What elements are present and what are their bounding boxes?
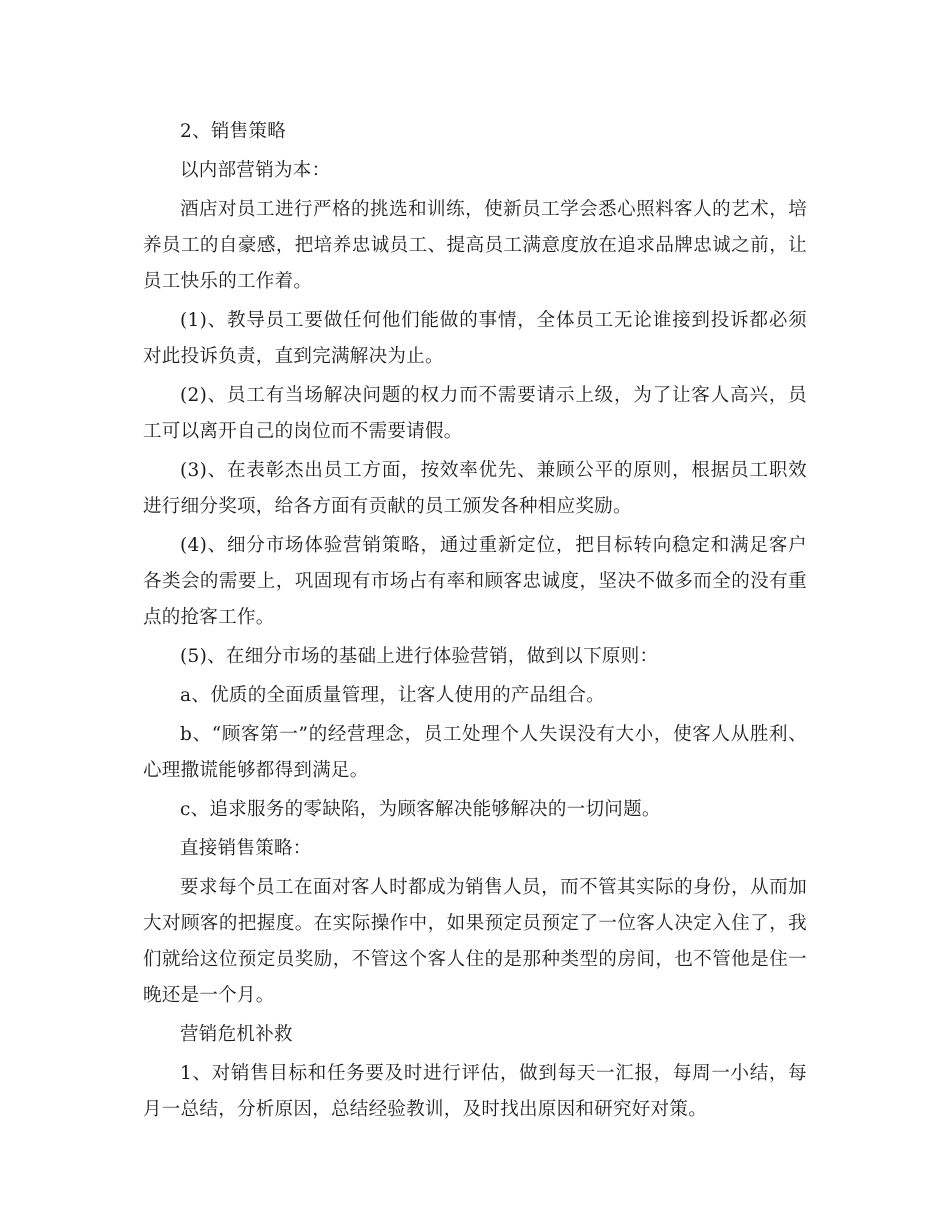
subheading-direct-sales: 直接销售策略： — [180, 838, 312, 859]
subheading-internal-marketing: 以内部营销为本： — [180, 160, 331, 181]
list-item-5: (5)、在细分市场的基础上进行体验营销，做到以下原则： — [180, 646, 659, 667]
paragraph-crisis-remedy-1: 1、对销售目标和任务要及时进行评估，做到每天一汇报，每周一小结，每月一总结，分析原因，总结经验教训，及时找出原因和研究好对策。 — [143, 1063, 807, 1120]
list-item-1: (1)、教导员工要做任何他们能做的事情，全体员工无论谁接到投诉都必须对此投诉负责，直到完满解决为止。 — [143, 310, 807, 367]
document-body — [143, 114, 807, 1131]
section-heading-sales-strategy: 2、销售策略 — [180, 121, 287, 142]
principle-a: a、优质的全面质量管理，让客人使用的产品组合。 — [180, 685, 605, 706]
principle-b: b、“顾客第一”的经营理念，员工处理个人失误没有大小，使客人从胜利、心理撒谎能够都得到满足。 — [143, 724, 807, 781]
paragraph-staff-training: 酒店对员工进行严格的挑选和训练，使新员工学会悉心照料客人的艺术，培养员工的自豪感，把培养忠诚员工、提高员工满意度放在追求品牌忠诚之前，让员工快乐的工作着。 — [143, 199, 807, 292]
subheading-crisis-remedy: 营销危机补救 — [180, 1024, 293, 1045]
list-item-2: (2)、员工有当场解决问题的权力而不需要请示上级，为了让客人高兴，员工可以离开自己的岗位而不需要请假。 — [143, 385, 807, 442]
list-item-3: (3)、在表彰杰出员工方面，按效率优先、兼顾公平的原则，根据员工职效进行细分奖项，给各方面有贡献的员工颁发各种相应奖励。 — [143, 460, 807, 517]
principle-c: c、追求服务的零缺陷，为顾客解决能够解决的一切问题。 — [180, 799, 661, 820]
paragraph-direct-sales: 要求每个员工在面对客人时都成为销售人员，而不管其实际的身份，从而加大对顾客的把握度。在实际操作中，如果预定员预定了一位客人决定入住了，我们就给这位预定员奖励，不管这个客人住的是那种类型的房间，也不管他是住一晚还是一个月。 — [143, 877, 807, 1006]
list-item-4: (4)、细分市场体验营销策略，通过重新定位，把目标转向稳定和满足客户各类会的需要上，巩固现有市场占有率和顾客忠诚度，坚决不做多而全的没有重点的抢客工作。 — [143, 535, 807, 628]
